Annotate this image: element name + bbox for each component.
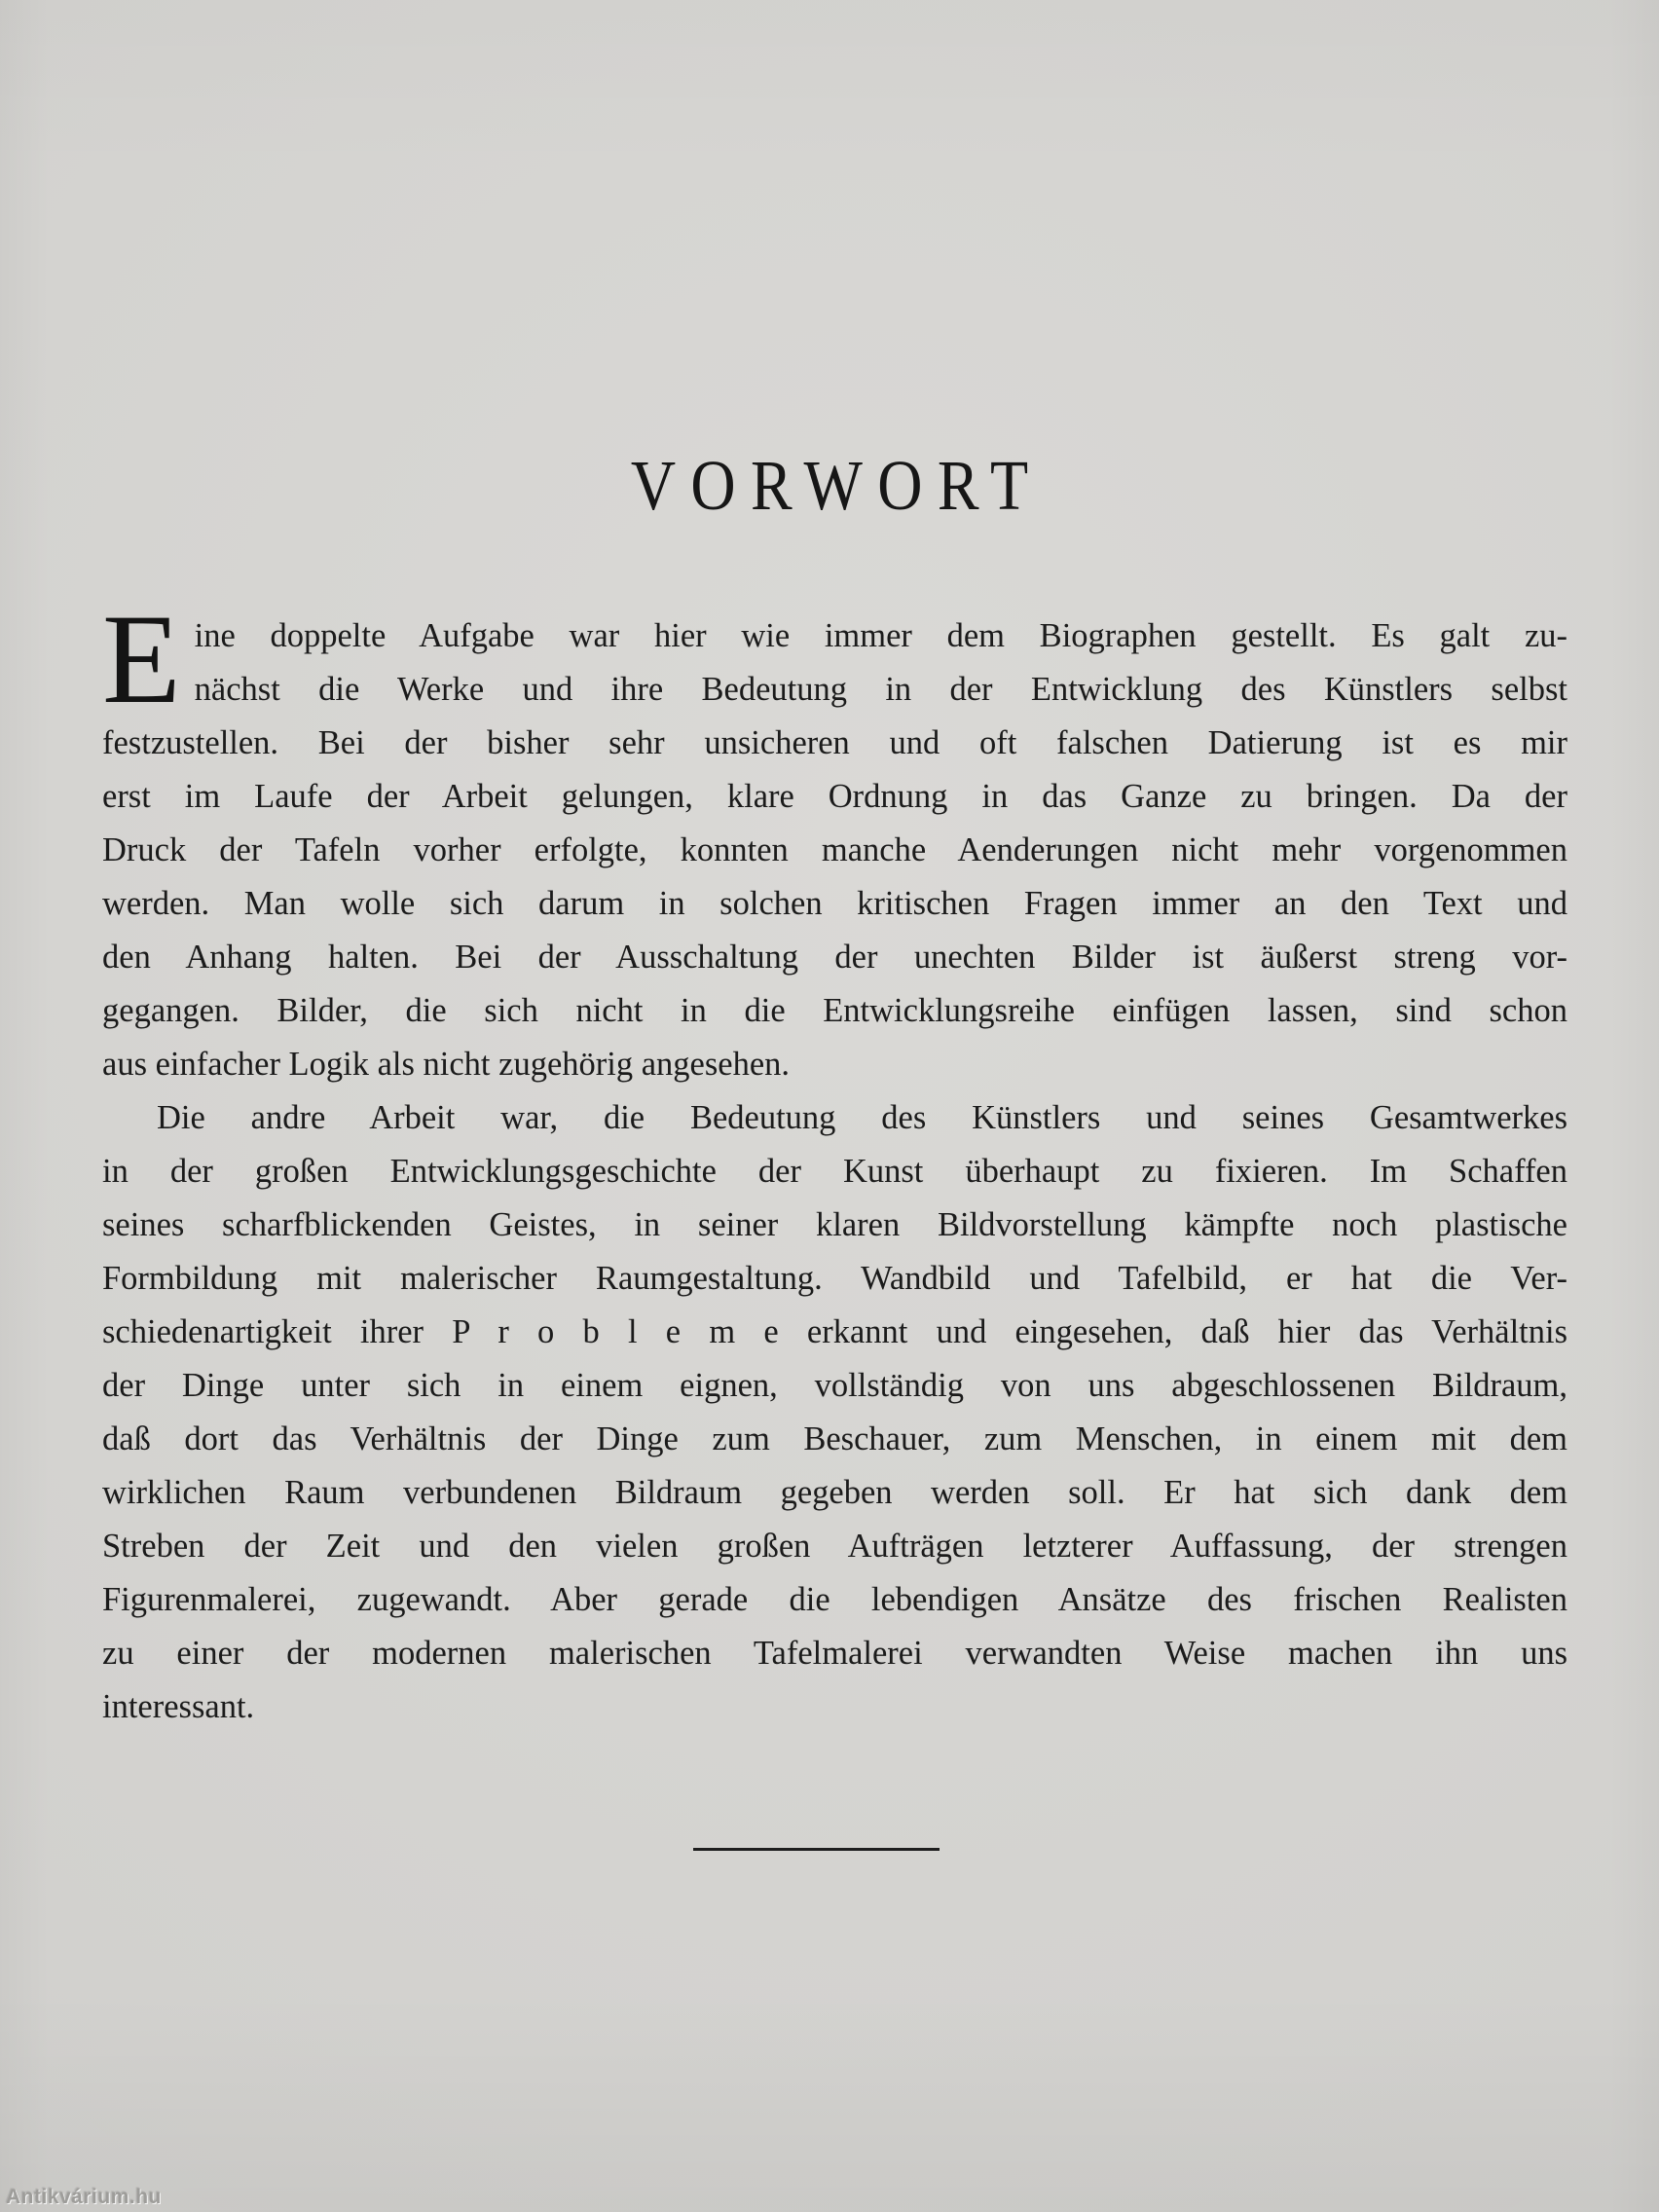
preface-line: schiedenartigkeit ihrer P r o b l e m e erkannt und eingesehen, daß hier das Verhältnis	[102, 1313, 1567, 1350]
page-title: VORWORT	[630, 445, 1044, 525]
preface-line: zu einer der modernen malerischen Tafelmalerei verwandten Weise machen ihn uns	[102, 1635, 1567, 1672]
section-divider-rule	[693, 1848, 940, 1851]
drop-cap: E	[102, 587, 181, 730]
preface-line: Die andre Arbeit war, die Bedeutung des Künstlers und seines Gesamtwerkes	[157, 1099, 1567, 1136]
preface-line: den Anhang halten. Bei der Ausschaltung der unechten Bilder ist äußerst streng vor-	[102, 939, 1567, 976]
preface-line: wirklichen Raum verbundenen Bildraum gegeben werden soll. Er hat sich dank dem	[102, 1474, 1567, 1511]
preface-line: Druck der Tafeln vorher erfolgte, konnten manche Aenderungen nicht mehr vorgenommen	[102, 831, 1567, 868]
preface-line: gegangen. Bilder, die sich nicht in die Entwicklungsreihe einfügen lassen, sind schon	[102, 992, 1567, 1029]
preface-body	[102, 587, 1567, 1734]
preface-line: werden. Man wolle sich darum in solchen kritischen Fragen immer an den Text und	[102, 885, 1567, 922]
preface-line: der Dinge unter sich in einem eignen, vollständig von uns abgeschlossenen Bildraum,	[102, 1367, 1567, 1404]
preface-line: festzustellen. Bei der bisher sehr unsicheren und oft falschen Datierung ist es mir	[102, 724, 1567, 761]
preface-line: Figurenmalerei, zugewandt. Aber gerade die lebendigen Ansätze des frischen Realisten	[102, 1581, 1567, 1618]
preface-line: seines scharfblickenden Geistes, in seiner klaren Bildvorstellung kämpfte noch plastische	[102, 1206, 1567, 1243]
preface-line: Formbildung mit malerischer Raumgestaltung. Wandbild und Tafelbild, er hat die Ver-	[102, 1260, 1567, 1297]
preface-line: in der großen Entwicklungsgeschichte der Kunst überhaupt zu fixieren. Im Schaffen	[102, 1153, 1567, 1190]
preface-line: daß dort das Verhältnis der Dinge zum Beschauer, zum Menschen, in einem mit dem	[102, 1420, 1567, 1457]
watermark: Antikvárium.hu	[6, 2186, 162, 2208]
preface-line: aus einfacher Logik als nicht zugehörig angesehen.	[102, 1046, 791, 1083]
preface-line: Streben der Zeit und den vielen großen Aufträgen letzterer Auffassung, der strengen	[102, 1528, 1567, 1565]
preface-line: ine doppelte Aufgabe war hier wie immer dem Biographen gestellt. Es galt zu-	[194, 617, 1567, 654]
preface-line: interessant.	[102, 1688, 255, 1725]
preface-line: nächst die Werke und ihre Bedeutung in der Entwicklung des Künstlers selbst	[194, 671, 1567, 708]
preface-line: erst im Laufe der Arbeit gelungen, klare Ordnung in das Ganze zu bringen. Da der	[102, 778, 1567, 815]
